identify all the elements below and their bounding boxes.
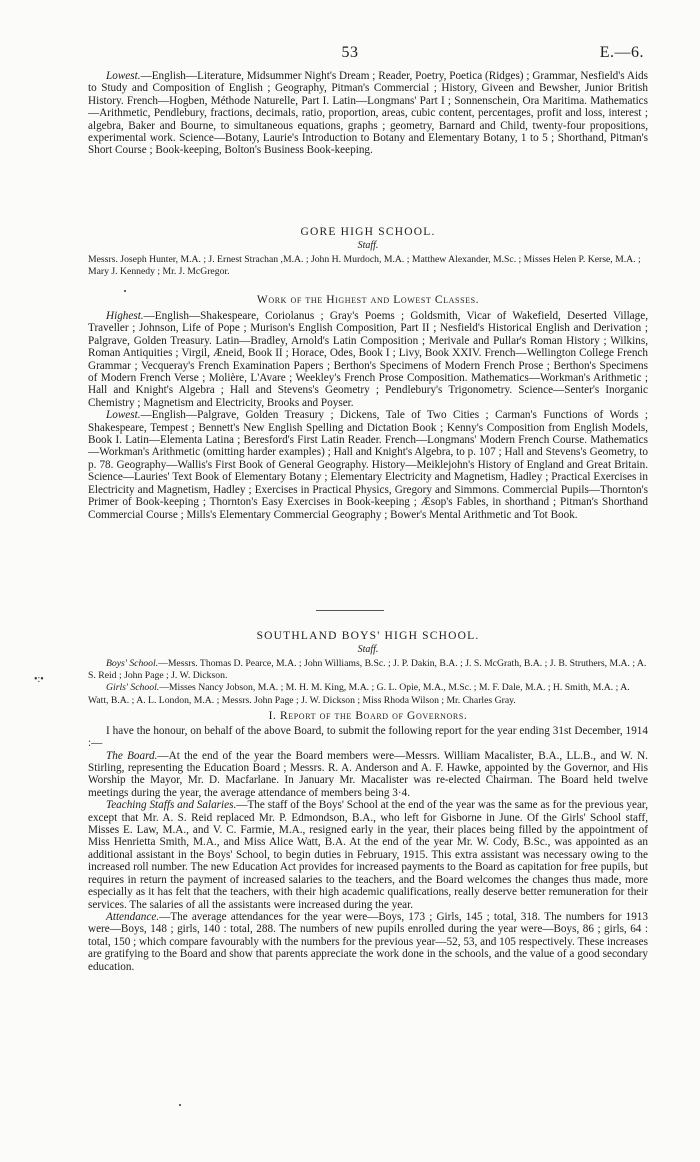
gore-work-section <box>88 294 648 521</box>
margin-mark: •:• <box>34 674 44 685</box>
attendance-paragraph <box>88 911 648 973</box>
board-paragraph <box>88 750 648 800</box>
gore-lowest-label: Lowest. <box>106 409 141 422</box>
lowest-text: —English—Literature, Midsummer Night's Dream ; Reader, Poetry, Poetica (Ridges) ; Grammar, Nesfield's Aids to Study and Composition of English ; Geography, Pitman's Commercial ; History, Giveen and Bewsher, Junior British History. French—Hogben, Méthode Naturelle, Part I. Latin—Longmans' Part I ; Sonnenschein, Ora Maritima. Mathematics—Arithmetic, Pendlebury, fractions, decimals, ratio, proportion, areas, cubic content, percentages, profit and loss, interest ; algebra, Baker and Bourne, to simultaneous equations, graphs ; geometry, Barnard and Child, twenty-four propositions, experimental work. Science—Botany, Laurie's Introduction to Botany and Elementary Botany, 1 to 5 ; Shorthand, Pitman's Short Course ; Book-keeping, Bolton's Business Book-keeping. <box>88 70 648 157</box>
girls-school-label: Girls' School. <box>106 682 160 694</box>
print-speck <box>124 290 126 292</box>
intro-section <box>88 70 648 157</box>
gore-highest-label: Highest. <box>106 310 144 322</box>
gore-lowest-text: —English—Palgrave, Golden Treasury ; Dickens, Tale of Two Cities ; Carman's Functions of Words ; Shakespeare, Tempest ; Bennett's New English Spelling and Dictation Book ; Kenny's Composition from English Models, Book I. Latin—Elementa Latina ; Beresford's First Latin Reader. French—Longmans' Modern French Course. Mathematics—Workman's Arithmetic (omitting harder examples) ; Hall and Knight's Algebra, to p. 107 ; Hall and Stevens's Geometry, to p. 78. Geography—Wallis's First Book of General Geography. History—Meiklejohn's History of England and Great Britain. Science—Lauries' Text Book of Elementary Botany ; Elementary Electricity and Magnetism, Hadley ; Practical Exercises in Electricity and Magnetism, Hadley ; Exercises in Practical Physics, Gregory and Simmons. Commercial Pupils—Thornton's Primer of Book-keeping ; Thornton's Easy Exercises in Book-keeping ; Æsop's Fables, in shorthand ; Pitman's Shorthand Commercial Course ; Mills's Elementary Commercial Geography ; Bower's Mental Arithmetic and Tot Book. <box>88 409 648 521</box>
southland-section <box>88 630 648 973</box>
girls-school-text: —Misses Nancy Jobson, M.A. ; M. H. M. King, M.A. ; G. L. Opie, M.A., M.Sc. ; M. F. Dale, M.A. ; H. Smith, M.A. ; A. Watt, B.A. ; A. L. London, M.A. ; Messrs. John Page ; J. W. Dickson ; Miss Rhoda Wilson ; Mr. Charles Gray. <box>88 682 630 706</box>
gore-section <box>88 226 648 278</box>
attendance-label: Attendance. <box>106 910 160 923</box>
southland-boys-staff <box>88 658 648 682</box>
gore-highest-text: —English—Shakespeare, Coriolanus ; Gray's Poems ; Goldsmith, Vicar of Wakefield, Deserted Village, Traveller ; Johnson, Life of Pope ; Murison's English Composition, Part II ; Nesfield's Historical English and Derivation ; Palgrave, Golden Treasury. Latin—Bradley, Arnold's Latin Composition ; Merivale and Pullar's Roman History ; Wilkins, Roman Antiquities ; Virgil, Æneid, Book II ; Horace, Odes, Book I ; Livy, Book XXIV. French—Wellington College French Grammar ; Vecqueray's French Examination Papers ; Berthon's Specimens of Modern French Prose ; Berthon's Specimens of Modern French Verse ; Molière, L'Avare ; Weekley's French Prose Composition. Mathematics—Workman's Arithmetic ; Hall and Knight's Algebra ; Hall and Stevens's Geometry ; Pendlebury's Trigonometry. Science—Senter's Inorganic Chemistry ; Magnetism and Electricity, Brooks and Poyser. <box>88 310 648 409</box>
boys-school-label: Boys' School. <box>106 658 159 669</box>
section-divider <box>316 610 384 611</box>
report-intro-paragraph: I have the honour, on behalf of the above Board, to submit the following report for the year ending 31st December, 1914 :— <box>88 724 648 750</box>
gore-work-title: Work of the Highest and Lowest Classes. <box>256 294 480 306</box>
intro-lowest-paragraph <box>88 70 648 157</box>
board-label: The Board. <box>106 749 158 762</box>
page-number: 53 <box>341 44 359 61</box>
teaching-paragraph <box>88 799 648 911</box>
gore-lowest-paragraph <box>88 409 648 521</box>
gore-highest-paragraph <box>88 310 648 409</box>
attendance-text: —The average attendances for the year were—Boys, 173 ; Girls, 145 ; total, 318. The numbers for 1913 were—Boys, 148 ; girls, 140 : total, 288. The numbers of new pupils enrolled during the year were—Boys, 86 ; girls, 64 : total, 150 ; which compare favourably with the numbers for the previous year—52, 53, and 105 respectively. These increases are gratifying to the Board and show that parents appreciate the work done in the schools, and the value of a good secondary education. <box>88 910 648 973</box>
gore-staff-list: Messrs. Joseph Hunter, M.A. ; J. Ernest Strachan ,M.A. ; John H. Murdoch, M.A. ; Matthew Alexander, M.Sc. ; Misses Helen P. Kerse, M.A. ; Mary J. Kennedy ; Mr. J. McGregor. <box>88 254 641 278</box>
teaching-text: —The staff of the Boys' School at the end of the year was the same as for the previous year, except that Mr. A. S. Reid replaced Mr. P. Edmondson, B.A., who left for Gisborne in June. Of the Girls' School staff, Misses E. Law, M.A., and V. C. Farmie, M.A., resigned early in the year, their places being filled by the appointment of Miss Henrietta Smith, M.A., and Miss Alice Watt, B.A. At the end of the year Mr. W. Cody, B.Sc., was appointed as an additional assistant in the Boys' School, to begin duties in February, 1915. This extra assistant was necessary owing to the increased roll number. The new Education Act provides for increased payments to the Board as capitation for free pupils, but requires in return the payment of increased salaries to the teachers, and the Board welcomes the changes thus made, more especially as it has felt that the teachers, with their high academic qualifications, really deserve better remuneration for their services. The salaries of all the assistants were increased during the year. <box>88 799 648 911</box>
gore-staff-label: Staff. <box>357 240 379 251</box>
southland-staff-label: Staff. <box>357 644 379 655</box>
print-speck <box>179 1104 181 1106</box>
gore-title: GORE HIGH SCHOOL. <box>300 226 436 238</box>
southland-girls-staff <box>88 682 648 706</box>
board-text: —At the end of the year the Board members were—Messrs. William Macalister, B.A., LL.B., and W. N. Stirling, representing the Education Board ; Messrs. R. A. Anderson and A. F. Hawke, appointed by the Governor, and His Worship the Mayor, Mr. D. Macfarlane. In January Mr. Macalister was re-elected Chairman. The Board held twelve meetings during the year, the average attendance of members being 3·4. <box>88 749 648 799</box>
lowest-label: Lowest. <box>106 70 141 82</box>
southland-title: SOUTHLAND BOYS' HIGH SCHOOL. <box>256 630 480 642</box>
boys-school-text: —Messrs. Thomas D. Pearce, M.A. ; John Williams, B.Sc. ; J. P. Dakin, B.A. ; J. S. McGrath, B.A. ; J. B. Struthers, M.A. ; A. S. Reid ; John Page ; J. W. Dickson. <box>88 658 647 682</box>
report-title: I. Report of the Board of Governors. <box>268 709 468 722</box>
teaching-label: Teaching Staffs and Salaries. <box>106 799 237 812</box>
page-reference: E.—6. <box>599 44 644 61</box>
